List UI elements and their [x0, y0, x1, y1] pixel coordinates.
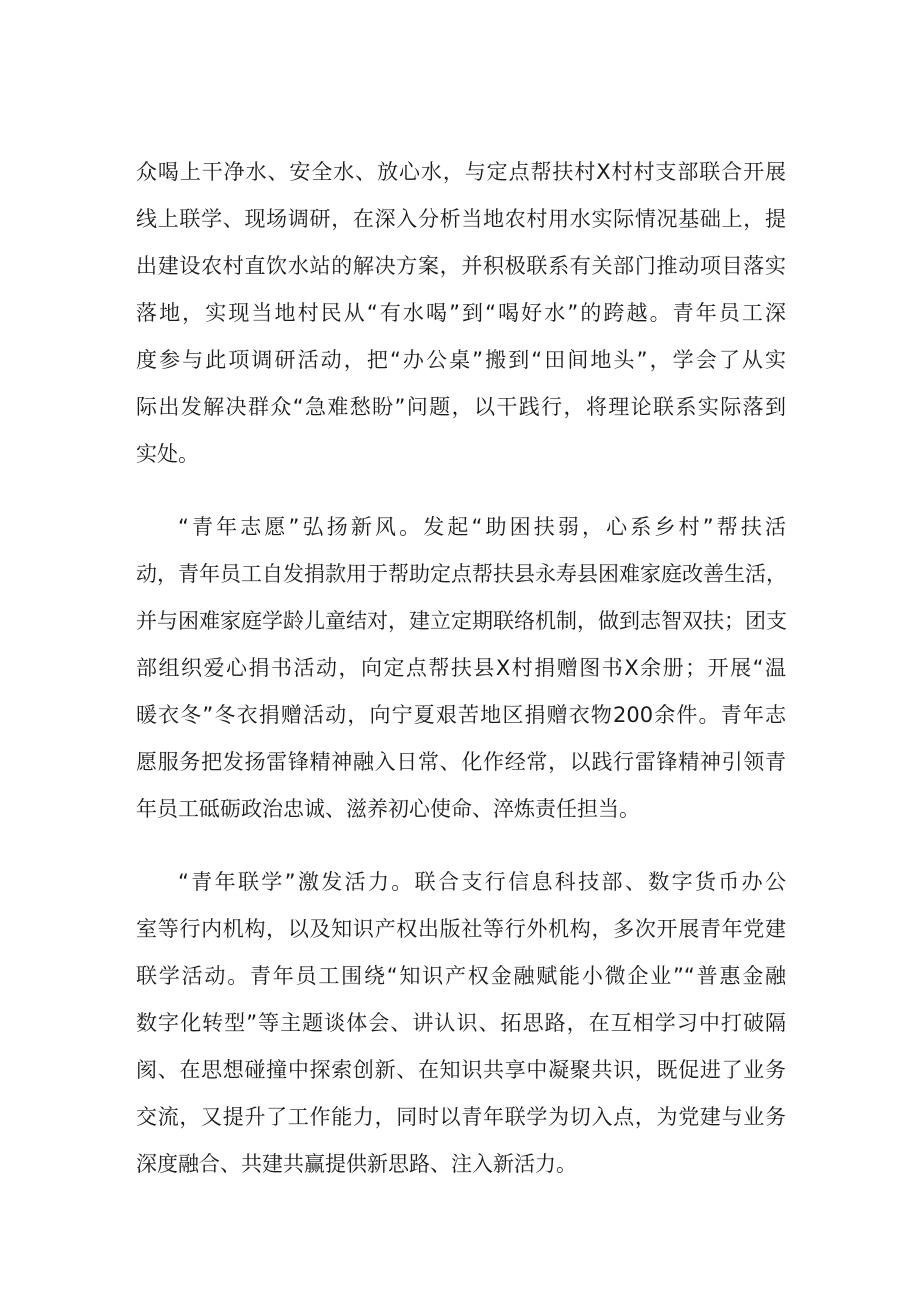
paragraph-2-line-7: 年员工砥砺政治忠诚、滋养初心使命、淬炼责任担当。 [136, 797, 640, 821]
paragraph-2-line-3: 并与困难家庭学龄儿童结对，建立定期联络机制，做到志智双扶；团支 [136, 609, 787, 633]
paragraph-1-line-4: 落地，实现当地村民从“有水喝”到“喝好水”的跨越。青年员工深 [136, 301, 786, 325]
paragraph-2-line-4: 部组织爱心捐书活动，向定点帮扶县X村捐赠图书X余册；开展“温 [136, 656, 786, 680]
paragraph-2-line-2: 动，青年员工自发捐款用于帮助定点帮扶县永寿县困难家庭改善生活， [136, 562, 787, 586]
paragraph-2-line-5: 暖衣冬”冬衣捐赠活动，向宁夏艰苦地区捐赠衣物200余件。青年志 [136, 703, 786, 727]
paragraph-3-line-3: 联学活动。青年员工围绕“知识产权金融赋能小微企业”“普惠金融 [136, 964, 786, 988]
paragraph-2-line-1: “青年志愿”弘扬新风。发起“助困扶弱，心系乡村”帮扶活 [178, 515, 786, 539]
paragraph-2-line-6: 愿服务把发扬雷锋精神融入日常、化作经常，以践行雷锋精神引领青 [136, 750, 786, 774]
paragraph-3-line-7: 深度融合、共建共赢提供新思路、注入新活力。 [136, 1152, 577, 1176]
paragraph-1-line-3: 出建设农村直饮水站的解决方案，并积极联系有关部门推动项目落实 [136, 254, 786, 278]
paragraph-1-line-6: 际出发解决群众“急难愁盼”问题，以干践行，将理论联系实际落到 [136, 395, 786, 419]
paragraph-1-line-2: 线上联学、现场调研，在深入分析当地农村用水实际情况基础上，提 [136, 207, 786, 231]
paragraph-1-line-1: 众喝上干净水、安全水、放心水，与定点帮扶村X村村支部联合开展 [136, 160, 786, 184]
paragraph-3-line-4: 数字化转型”等主题谈体会、讲认识、拓思路，在互相学习中打破隔 [136, 1011, 786, 1035]
paragraph-3-line-5: 阂、在思想碰撞中探索创新、在知识共享中凝聚共识，既促进了业务 [136, 1058, 786, 1082]
paragraph-3-line-1: “青年联学”激发活力。联合支行信息科技部、数字货币办公 [178, 870, 786, 894]
paragraph-1-line-5: 度参与此项调研活动，把“办公桌”搬到“田间地头”，学会了从实 [136, 348, 786, 372]
paragraph-1-line-7: 实处。 [136, 442, 199, 466]
paragraph-3-line-6: 交流，又提升了工作能力，同时以青年联学为切入点，为党建与业务 [136, 1105, 786, 1129]
paragraph-3-line-2: 室等行内机构，以及知识产权出版社等行外机构，多次开展青年党建 [136, 917, 786, 941]
